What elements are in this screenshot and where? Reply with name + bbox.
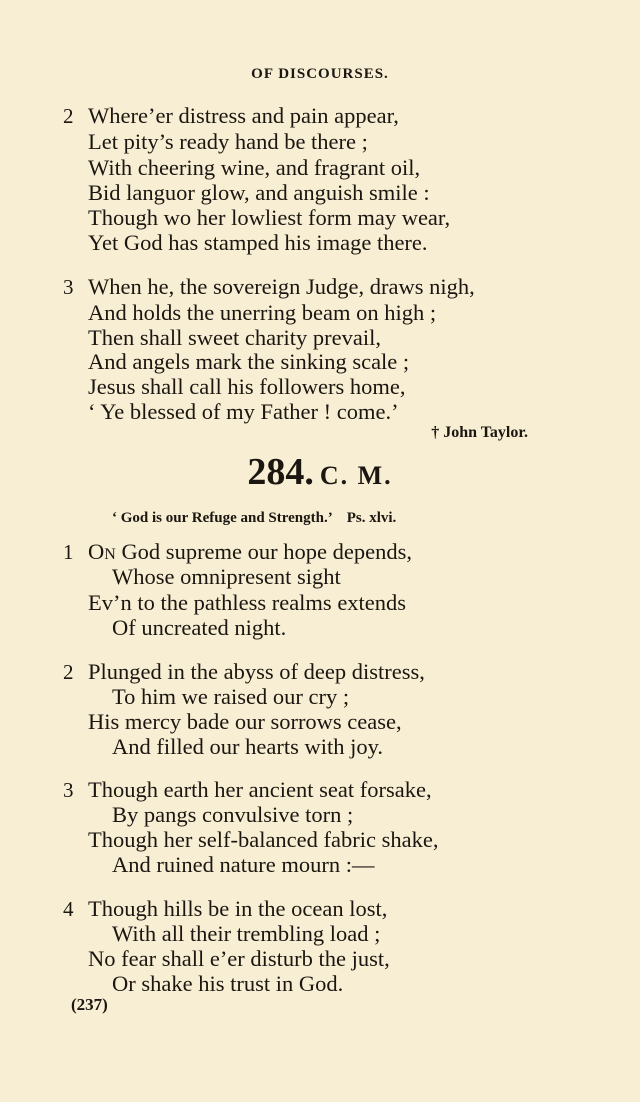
verse-line: Then shall sweet charity prevail,: [88, 325, 382, 350]
drop-initial: O: [88, 539, 105, 564]
verse-line: His mercy bade our sorrows cease,: [88, 709, 402, 734]
verse-line: And ruined nature mourn :—: [112, 852, 375, 877]
verse-line: Bid languor glow, and anguish smile :: [88, 180, 430, 205]
verse-line: When he, the sovereign Judge, draws nigh,: [88, 274, 475, 299]
verse-line: Though hills be in the ocean lost,: [88, 896, 388, 921]
verse-line: Where’er distress and pain appear,: [88, 103, 399, 128]
author-attribution: † John Taylor.: [431, 424, 528, 441]
verse-line: To him we raised our cry ;: [112, 684, 350, 709]
verse-line: Or shake his trust in God.: [112, 971, 344, 996]
stanza-number: 4: [63, 897, 74, 921]
verse-line: Of uncreated night.: [112, 615, 287, 640]
verse-line: And filled our hearts with joy.: [112, 734, 383, 759]
hymn-number: 284.: [247, 451, 314, 493]
stanza-number: 2: [63, 660, 74, 684]
small-caps-text: n: [104, 539, 116, 564]
stanza-number: 2: [63, 104, 74, 128]
stanza-number: 3: [63, 275, 74, 299]
stanza-number: 1: [63, 540, 74, 564]
verse-line: Let pity’s ready hand be there ;: [88, 129, 368, 154]
verse-line-rest: God supreme our hope depends,: [115, 539, 412, 564]
verse-line: Though her self-balanced fabric shake,: [88, 827, 439, 852]
epigraph-reference: Ps. xlvi.: [346, 510, 397, 526]
verse-line: And angels mark the sinking scale ;: [88, 349, 410, 374]
verse-line: Plunged in the abyss of deep distress,: [88, 659, 425, 684]
verse-line: Ev’n to the pathless realms extends: [88, 590, 407, 615]
verse-line: Jesus shall call his followers home,: [88, 374, 406, 399]
verse-line: And holds the unerring beam on high ;: [88, 300, 437, 325]
page-number: (237): [71, 995, 108, 1014]
epigraph-text: ‘ God is our Refuge and Strength.’: [112, 510, 333, 526]
running-header: OF DISCOURSES.: [251, 66, 389, 82]
verse-line: No fear shall e’er disturb the just,: [88, 946, 390, 971]
verse-line: Yet God has stamped his image there.: [88, 230, 428, 255]
verse-line: Though wo her lowliest form may wear,: [88, 205, 451, 230]
verse-line: [88, 539, 412, 565]
stanza-number: 3: [63, 778, 74, 802]
verse-line: By pangs convulsive torn ;: [112, 802, 354, 827]
verse-line: ‘ Ye blessed of my Father ! come.’: [88, 399, 399, 424]
verse-line: With all their trembling load ;: [112, 921, 381, 946]
hymn-epigraph: [112, 510, 396, 527]
hymn-heading: [0, 450, 640, 494]
verse-line: Though earth her ancient seat forsake,: [88, 777, 432, 802]
hymn-meter: C. M.: [319, 461, 393, 490]
verse-line: Whose omnipresent sight: [112, 564, 341, 589]
verse-line: With cheering wine, and fragrant oil,: [88, 155, 421, 180]
